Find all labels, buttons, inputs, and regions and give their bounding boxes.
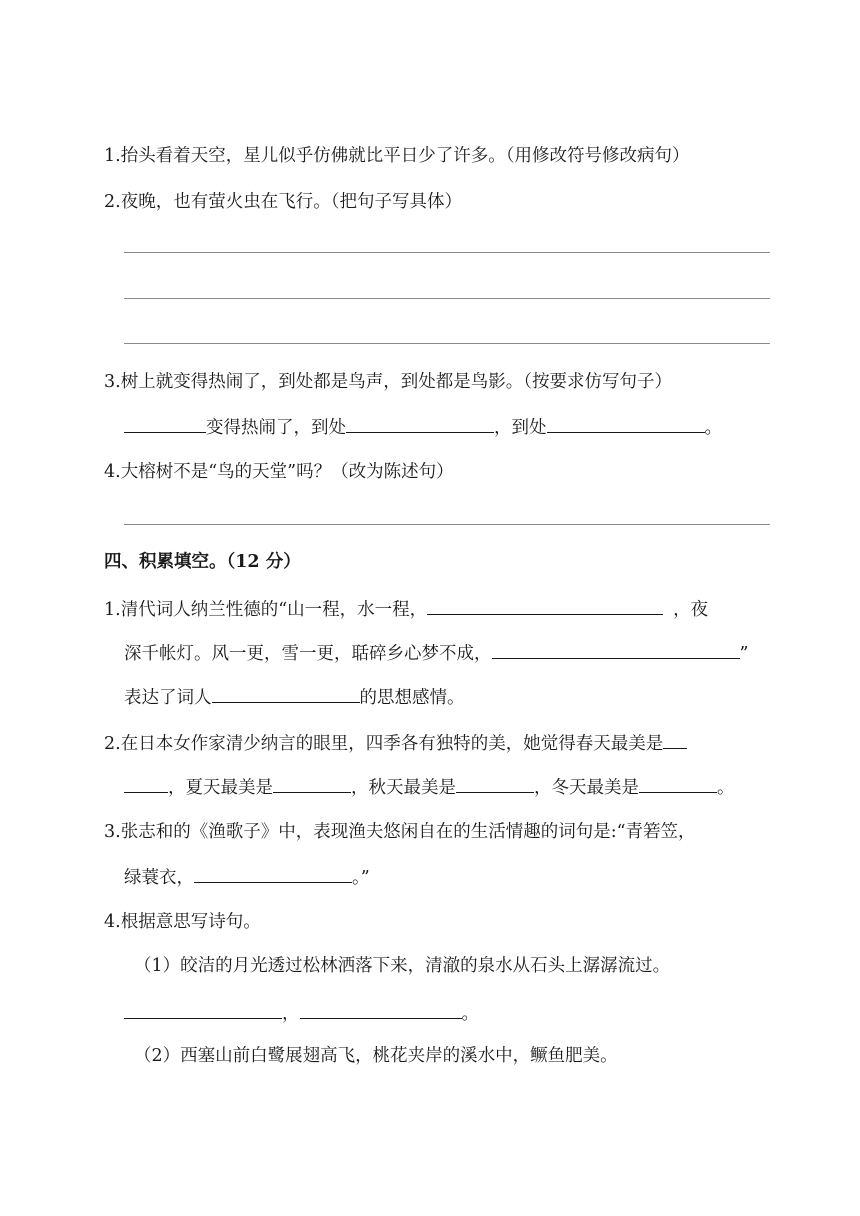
fill-text: 。: [461, 1004, 479, 1024]
fill-text: 1.清代词人纳兰性德的“山一程，水一程，: [104, 600, 428, 620]
fill-text: ，: [282, 1004, 300, 1024]
fill-text: ”: [739, 644, 749, 664]
section4-question-3: 3.张志和的《渔歌子》中，表现渔夫悠闲自在的生活情趣的词句是:“青箬笠，: [104, 822, 696, 842]
fill-blank[interactable]: [300, 1000, 462, 1019]
fill-blank[interactable]: [212, 684, 360, 703]
fill-text: 。: [704, 418, 722, 438]
section4-question-1-line2: [124, 640, 804, 666]
fill-blank[interactable]: [194, 864, 352, 883]
fill-text: 。”: [352, 868, 370, 888]
section4-question-2: [104, 730, 784, 756]
section4-question-2-line2: [124, 774, 804, 800]
fill-blank[interactable]: [639, 774, 717, 793]
fill-blank[interactable]: [124, 1000, 282, 1019]
fill-blank[interactable]: [663, 730, 687, 749]
answer-line[interactable]: [124, 298, 770, 299]
section4-question-4-part1: （1）皎洁的月光透过松林洒落下来，清澈的泉水从石头上潺潺流过。: [134, 956, 671, 976]
fill-text: ，到处: [494, 418, 547, 438]
section4-question-4-part2: （2）西塞山前白鹭展翅高飞，桃花夹岸的溪水中，鳜鱼肥美。: [134, 1046, 618, 1066]
fill-text: ，夏天最美是: [168, 778, 273, 798]
section4-question-1-line3: [124, 684, 804, 710]
fill-text: 。: [717, 778, 735, 798]
fill-text: 绿蓑衣，: [124, 868, 194, 888]
fill-blank[interactable]: [124, 774, 168, 793]
question-4: 4.大榕树不是“鸟的天堂”吗？（改为陈述句）: [104, 462, 454, 482]
answer-line[interactable]: [124, 252, 770, 253]
section4-question-4: 4.根据意思写诗句。: [104, 912, 261, 932]
fill-text: ，秋天最美是: [351, 778, 456, 798]
section4-question-4-part1-fill: [124, 1000, 804, 1026]
fill-text: ，冬天最美是: [534, 778, 639, 798]
section-heading: 四、积累填空。（12 分）: [104, 552, 301, 572]
fill-blank[interactable]: [547, 414, 705, 433]
fill-blank[interactable]: [456, 774, 534, 793]
section4-question-1: [104, 596, 784, 622]
fill-blank[interactable]: [124, 414, 206, 433]
question-2: 2.夜晚，也有萤火虫在飞行。（把句子写具体）: [104, 192, 462, 212]
answer-line[interactable]: [124, 524, 770, 525]
question-3-fill: [124, 414, 804, 440]
fill-text: 2.在日本女作家清少纳言的眼里，四季各有独特的美，她觉得春天最美是: [104, 734, 664, 754]
fill-text: 深千帐灯。风一更，雪一更，聒碎乡心梦不成，: [124, 644, 492, 664]
fill-blank[interactable]: [273, 774, 351, 793]
fill-text: 的思想感情。: [359, 688, 465, 708]
question-3: 3.树上就变得热闹了，到处都是鸟声，到处都是鸟影。（按要求仿写句子）: [104, 372, 672, 392]
fill-text: 表达了词人: [124, 688, 212, 708]
fill-blank[interactable]: [346, 414, 494, 433]
fill-blank[interactable]: [427, 596, 663, 615]
section4-question-3-line2: [124, 864, 804, 890]
fill-blank[interactable]: [492, 640, 740, 659]
answer-line[interactable]: [124, 343, 770, 344]
question-1: 1.抬头看着天空，星儿似乎仿佛就比平日少了许多。（用修改符号修改病句）: [104, 146, 690, 166]
fill-text: ，夜: [673, 600, 709, 620]
fill-text: 变得热闹了，到处: [206, 418, 346, 438]
